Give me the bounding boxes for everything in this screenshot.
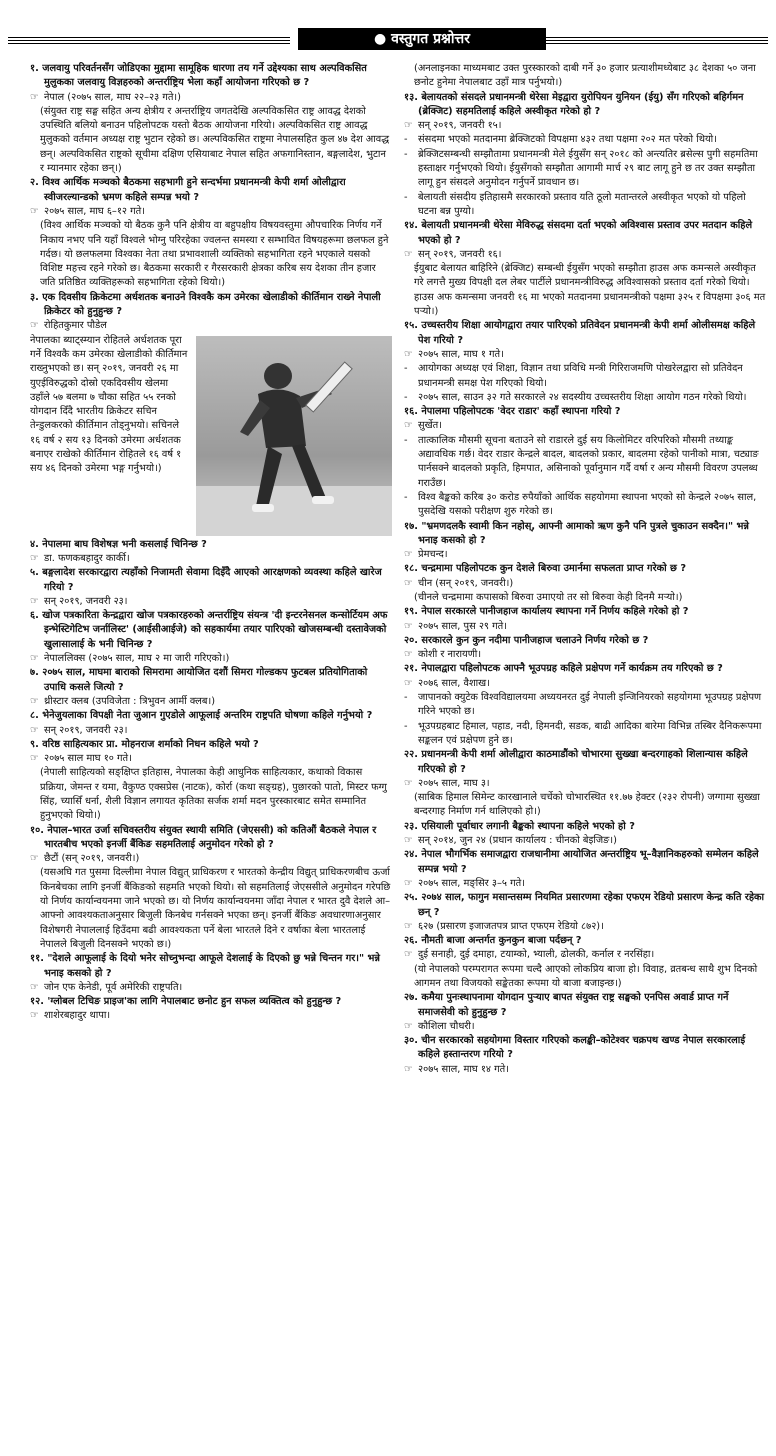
answer-line (30, 91, 392, 105)
answer-text: २०७५ साल माघ १० गते। (44, 753, 132, 765)
question-text: १९. नेपाल सरकारले पानीजहाज कार्यालय स्थापना गर्ने निर्णय कहिले गरेको हो ? (404, 606, 689, 618)
bullet-text: ब्रेक्जिटसम्बन्धी सम्झौतामा प्रधानमन्त्री मेले ईयुसँग सन् २०१८ को अन्त्यतिर ब्रसेल्स पुगी सहमतिमा हस्ताक्षर गर्नुभएको थियो। ईयुसँगको सम्झौता आगामी मार्च २९ बाट लागू हुने छ तर उक्त सम्झौता लागू हुन संसदले अनुमोदन गर्नुपर्ने प्रावधान छ। (418, 148, 758, 189)
question-text: २७. कमैया पुनःस्थापनामा योगदान पुऱ्याए बापत संयुक्त राष्ट्र सङ्घको एनपिस अवार्ड प्राप्त गर्ने समाजसेवी को हुनुहुन्छ ? (404, 992, 729, 1018)
note-text: (यसअघि गत पुसमा दिल्लीमा नेपाल विद्युत् प्राधिकरण र भारतको केन्द्रीय विद्युत् प्राधिकरणबीच ऊर्जा किनबेचका लागि इनर्जी बैंकिङको सहमति भएको थियो। सो सहमतिलाई जेएससीले अनुमोदन गरेपछि यो निर्णय कार्यान्वयनमा जाने भएको छ। यो निर्णय कार्यान्वयनमा जाँदा नेपाल र भारत दुवै देशले आ–आफ्नो आवश्यकताअनुसार बिजुली किनबेच गर्नसक्ने भएका छन्। इनर्जी बैंकिङ अवधारणाअनुसार विशेषगरी नेपाललाई हिउँदमा बढी आवश्यकता पर्ने बेला भारतले दिने र वर्षाका बेला भारतलाई नेपालले बिजुली दिनसक्ने भएको छ।) (40, 867, 391, 950)
bullet-text: तात्कालिक मौसमी सूचना बताउने सो राडारले दुई सय किलोमिटर वरिपरिको मौसमी तथ्याङ्क अद्यावधिक गर्छ। वेदर राडार केन्द्रले बादल, बादलको प्रकार, बादलमा रहेको पानीको मात्रा, चट्याङ पार्नसक्ने बादलको प्रकृति, हिमपात, असिनाको पूर्वानुमान गर्दै वर्षा र अन्य मौसमी विवरण उपलब्ध गराउँछ। (418, 434, 759, 489)
pointing-hand-icon: ☞ (30, 724, 39, 736)
question-text: ११. "देशले आफूलाई के दियो भनेर सोच्नुभन्दा आफूले देशलाई के दिएको छु भन्ने चिन्तन गर।" भन्ने भनाइ कसको हो ? (30, 953, 380, 979)
answer-text: सन् २०१९, जनवरी १५। (418, 120, 502, 132)
question-text: २२. प्रधानमन्त्री केपी शर्मा ओलीद्वारा काठमाडौंको चोभारमा सुख्खा बन्दरगाहको शिलान्यास कहिले गरिएको हो ? (404, 749, 748, 775)
answer-line (30, 752, 392, 766)
bullet-text: जापानको क्युटेक विश्वविद्यालयमा अध्ययनरत दुई नेपाली इन्जिनियरको सहयोगमा भूउपग्रह प्रक्षेपण गरिने भएको छ। (418, 692, 762, 718)
answer-line (30, 319, 392, 333)
question-text: १०. नेपाल–भारत उर्जा सचिवस्तरीय संयुक्त स्थायी समिति (जेएससी) को कतिऔं बैठकले नेपाल र भारतबीच भएको इनर्जी बैंकिङ सहमतिलाई अनुमोदन गरेको हो ? (30, 824, 377, 850)
answer-line (404, 648, 766, 662)
bullet-item (404, 191, 766, 220)
section-title: ● वस्तुगत प्रश्नोत्तर (298, 28, 546, 50)
answer-text: २०७५ साल, माघ १४ गते। (418, 1063, 509, 1075)
bullet-item (404, 491, 766, 520)
answer-text: दुई सनाही, दुई दमाहा, टयाम्को, भ्याली, ढोलकी, कर्नाल र नरसिंहा। (418, 949, 655, 961)
question-text: २६. नौमती बाजा अन्तर्गत कुनकुन बाजा पर्दछन् ? (404, 935, 582, 947)
pointing-hand-icon: ☞ (30, 91, 39, 103)
bullet-item (404, 434, 766, 491)
pointing-hand-icon: ☞ (404, 120, 413, 132)
question-text: १४. बेलायती प्रधानमन्त्री थेरेसा मेविरुद्ध संसदमा दर्ता भएको अविश्वास प्रस्ताव उपर मतदान कहिले भएको हो ? (404, 220, 753, 246)
bullet-item (404, 148, 766, 191)
pointing-hand-icon: ☞ (404, 649, 413, 661)
answer-line (404, 419, 766, 433)
question-text: ५. बङ्गलादेश सरकारद्वारा त्यहाँको निजामती सेवामा दिइँदै आएको आरक्षणको व्यवस्था कहिले खारेज गरियो ? (30, 567, 382, 593)
bullet-item (404, 133, 766, 147)
answer-line (30, 724, 392, 738)
answer-line (404, 548, 766, 562)
bullet-item (404, 391, 766, 405)
dash-marker: - (404, 148, 408, 160)
answer-text: कोशी र नारायणी। (418, 649, 482, 661)
pointing-hand-icon: ☞ (404, 549, 413, 561)
question-text: ९. वरिष्ठ साहित्यकार प्रा. मोहनराज शर्माको निधन कहिले भयो ? (30, 738, 259, 750)
bullet-text: भूउपग्रहबाट हिमाल, पहाड, नदी, हिमनदी, सडक, बाढी आदिका बारेमा विभिन्न तस्बिर दैनिकरूपमा सङ्कलन एवं प्रक्षेपण हुने छ। (418, 720, 762, 746)
answer-text: कौशिला चौधरी। (418, 1020, 475, 1032)
answer-text: २०७५ साल, माघ ६–१२ गते। (44, 205, 145, 217)
note-text: (नेपाली साहित्यको सङ्क्षिप्त इतिहास, नेपालका केही आधुनिक साहित्यकार, कथाको विकास प्रक्रिया, जेमन्त र यमा, वैकुण्ठ एक्सप्रेस (नाटक), कोर्रा (कथा सङ्ग्रह), पुछारको पातो, मिस्टर फग्गु सिंह, च्यासिँ धर्ना, शैली विज्ञान लगायत कृतिका सर्जक शर्मा मदन पुरस्कारबाट समेत सम्मानित हुनुभएको थियो।) (40, 767, 387, 822)
answer-line (30, 695, 392, 709)
answer-text: नेपाललिक्स (२०७५ साल, माघ २ मा जारी गरिएको।) (44, 653, 230, 665)
note-text: ईयुबाट बेलायत बाहिरिने (ब्रेक्जिट) सम्बन्धी ईयुसँग भएको सम्झौता हाउस अफ कमन्सले अस्वीकृत गरे लगत्तै मुख्य विपक्षी दल लेबर पार्टीले प्रधानमन्त्रीविरुद्ध अविश्वासको प्रस्ताव दर्ता गरेको थियो। हाउस अफ कमन्समा जनवरी १६ मा भएको मतदानमा प्रधानमन्त्रीको पक्षमा ३२५ र विपक्षमा ३०६ मत पर्‍यो।) (414, 263, 766, 318)
answer-text: सन् २०१९, जनवरी १६। (418, 248, 502, 260)
pointing-hand-icon: ☞ (404, 949, 413, 961)
bullet-item (404, 691, 766, 720)
answer-line (404, 348, 766, 362)
section-header (8, 28, 768, 50)
answer-text: २०७५ साल, मङ्सिर ३–५ गते। (418, 877, 525, 889)
left-column (30, 62, 392, 1024)
note-text: (चीनले चन्द्रमामा कपासको बिरुवा उमाएयो तर सो बिरुवा केही दिनमै मर्‍यो।) (414, 591, 683, 603)
pointing-hand-icon: ☞ (404, 577, 413, 589)
pointing-hand-icon: ☞ (404, 248, 413, 260)
question-text: ६. खोज पत्रकारिता केन्द्रद्वारा खोज पत्रकारहरुको अन्तर्राष्ट्रिय संयन्त्र 'दी इन्टरनेसनल कन्सोर्टियम अफ इन्भेस्टिगेटिभ जर्नालिस्ट' (आईसीआईजे) को सहकार्यमा तयार पारिएको खोजसम्बन्धी दस्तावेजको खुलासालाई के भनी चिनिन्छ ? (30, 610, 388, 650)
answer-text: २०७५ साल, पुस २९ गते। (418, 620, 507, 632)
cricketer-photo (196, 336, 392, 536)
question-text: २. विश्व आर्थिक मञ्चको बैठकमा सहभागी हुने सन्दर्भमा प्रधानमन्त्री केपी शर्मा ओलीद्वारा स्वीजरल्यान्डको भ्रमण कहिले सम्पन्न भयो ? (30, 177, 346, 203)
answer-text: सन् २०१९, जनवरी २३। (44, 595, 128, 607)
answer-line (30, 205, 392, 219)
dash-marker: - (404, 720, 408, 732)
answer-line (404, 119, 766, 133)
pointing-hand-icon: ☞ (30, 981, 39, 993)
dash-marker: - (404, 434, 408, 446)
pointing-hand-icon: ☞ (404, 920, 413, 932)
question-text: १६. नेपालमा पहिलोपटक 'वेदर राडार' कहाँ स्थापना गरियो ? (404, 406, 621, 418)
pointing-hand-icon: ☞ (30, 653, 39, 665)
pointing-hand-icon: ☞ (404, 420, 413, 432)
answer-line (404, 777, 766, 791)
question-text: ८. भेनेजुयलाका विपक्षी नेता जुआन गुएडोले आफूलाई अन्तरिम राष्ट्रपति घोषणा कहिले गर्नुभयो ? (30, 710, 373, 722)
note-text: नेपालका ब्याट्स्म्यान रोहितले अर्धशतक पूरा गर्ने विश्वकै कम उमेरका खेलाडीको कीर्तिमान राख्नुभएको छ। सन् २०१९, जनवरी २६ मा युएईविरुद्धको दोस्रो एकदिवसीय खेलमा उहाँले ५७ बलमा ७ चौका सहित ५५ रनको योगदान दिँदै भारतीय क्रिकेटर सचिन तेन्डुलकरको कीर्तिमान तोड्नुभयो। सचिनले १६ वर्ष २ सय १३ दिनको उमेरमा अर्धशतक बनाएर राखेको कीर्तिमान रोहितले १६ वर्ष १ सय ४६ दिनको उमेरमा भङ्ग गर्नुभयो।) (30, 334, 188, 475)
answer-line (30, 552, 392, 566)
question-text: ३. एक दिवसीय क्रिकेटमा अर्धशतक बनाउने विश्वकै कम उमेरका खेलाडीको कीर्तिमान राख्ने नेपाली क्रिकेटर को हुनुहुन्छ ? (30, 291, 381, 318)
header-hatch-left (8, 35, 290, 44)
pointing-hand-icon: ☞ (30, 753, 39, 765)
pointing-hand-icon: ☞ (30, 1010, 39, 1022)
answer-text: प्रेमचन्द। (418, 549, 448, 561)
note-text: (साबिक हिमाल सिमेन्ट कारखानाले चर्चेको चोभारस्थित ११.७७ हेक्टर (२३२ रोपनी) जग्गामा सुख्खा बन्दरगाह निर्माण गर्न थालिएको हो।) (414, 792, 760, 818)
dash-marker: - (404, 491, 408, 503)
pointing-hand-icon: ☞ (30, 552, 39, 564)
pointing-hand-icon: ☞ (30, 853, 39, 865)
dash-marker: - (404, 692, 408, 704)
bullet-item (404, 362, 766, 391)
answer-text: थ्रीस्टार क्लब (उपविजेता : त्रिभुवन आर्मी क्लब।) (44, 695, 216, 707)
answer-line (30, 981, 392, 995)
question-text: १३. बेलायतको संसदले प्रधानमन्त्री थेरेसा मेइद्वारा युरोपियन युनियन (ईयु) सँग गरिएको बहिर्गमन (ब्रेक्जिट) सहमतिलाई कहिले अस्वीकृत गरेको हो ? (404, 91, 744, 117)
dash-marker: - (404, 134, 408, 146)
answer-line (30, 1009, 392, 1023)
answer-text: सुर्खेत। (418, 420, 442, 432)
dash-marker: - (404, 391, 408, 403)
answer-text: २०७६ साल, वैशाख। (418, 677, 490, 689)
answer-line (404, 1063, 766, 1077)
dash-marker: - (404, 191, 408, 203)
answer-line (404, 877, 766, 891)
pointing-hand-icon: ☞ (404, 348, 413, 360)
pointing-hand-icon: ☞ (404, 877, 413, 889)
question-text: २१. नेपालद्वारा पहिलोपटक आफ्नै भूउपग्रह कहिले प्रक्षेपण गर्ने कार्यक्रम तय गरिएको छ ? (404, 663, 723, 675)
note-text: (विश्व आर्थिक मञ्चको यो बैठक कुनै पनि क्षेत्रीय वा बहुपक्षीय विषयवस्तुमा औपचारिक निर्णय गर्ने निकाय नभए पनि यहाँ विश्वले भोग्नु परिरहेका ज्वलन्त समस्या र सम्भावित विषयहरूमा छलफल हुने गर्दछ। यो छलफलमा विश्वका नेता तथा प्रभावशाली व्यक्तिको सहभागिता रहने भएकाले यसको विशिष्ट महत्त्व रहने गरेको छ। बैठकमा सरकारी र गैरसरकारी क्षेत्रका करिब सय देशका तीन हजार जति प्रतिष्ठित व्यक्तिहरूको सहभागिता रहेको थियो।) (40, 220, 389, 289)
question-text: २५. २०७४ साल, फागुन मसान्तसम्म नियमित प्रसारणमा रहेका एफएम रेडियो प्रसारण केन्द्र कति रहेका छन् ? (404, 892, 765, 918)
answer-line (30, 852, 392, 866)
question-text: १७. "भ्रमणदलकै स्वामी किन नहोस्, आफ्नी आमाको ऋण कुनै पनि पुत्रले चुकाउन सक्दैन।" भन्ने भनाइ कसको हो ? (404, 520, 749, 546)
question-text: २३. एसियाली पूर्वाधार लगानी बैङ्कको स्थापना कहिले भएको हो ? (404, 820, 635, 832)
bullet-text: आयोगका अध्यक्ष एवं शिक्षा, विज्ञान तथा प्रविधि मन्त्री गिरिराजमणि पोखरेलद्वारा सो प्रतिवेदन प्रधानमन्त्री समक्ष पेश गरिएको थियो। (418, 363, 743, 389)
bullet-item (404, 720, 766, 749)
bullet-text: बेलायती संसदीय इतिहासमै सरकारको प्रस्ताव यति ठूलो मतान्तरले अस्वीकृत भएको यो पहिलो घटना बन्न पुग्यो। (418, 191, 746, 217)
pointing-hand-icon: ☞ (404, 620, 413, 632)
answer-line (404, 248, 766, 262)
question-text: ३०. चीन सरकारको सहयोगमा विस्तार गरिएको कलङ्की–कोटेश्वर चक्रपथ खण्ड नेपाल सरकारलाई कहिले हस्तान्तरण गरियो ? (404, 1035, 746, 1061)
right-column (404, 62, 766, 1077)
note-text: (यो नेपालको परम्परागत रूपमा चल्दै आएको लोकप्रिय बाजा हो। विवाह, व्रतबन्ध साथै शुभ दिनको आगमन तथा विजयको सङ्केतका रूपमा यो बाजा बजाइन्छ।) (414, 963, 758, 989)
pointing-hand-icon: ☞ (404, 677, 413, 689)
answer-text: शाशेरबहादुर थापा। (44, 1010, 111, 1022)
answer-line (404, 577, 766, 591)
header-hatch-right (540, 35, 768, 44)
question-text: १८. चन्द्रमामा पहिलोपटक कुन देशले बिरुवा उमार्नमा सफलता प्राप्त गरेको छ ? (404, 563, 687, 575)
bullet-text: २०७५ साल, साउन ३२ गते सरकारले २४ सदस्यीय उच्चस्तरीय शिक्षा आयोग गठन गरेको थियो। (418, 391, 747, 403)
question-text: ७. २०७५ साल, माघमा बाराको सिमरामा आयोजित दशौं सिमरा गोल्डकप फुटबल प्रतियोगिताको उपाधि कसले जित्यो ? (30, 667, 368, 693)
pointing-hand-icon: ☞ (404, 835, 413, 847)
dash-marker: - (404, 363, 408, 375)
answer-text: नेपाल (२०७५ साल, माघ २२–२३ गते।) (44, 91, 181, 103)
pointing-hand-icon: ☞ (404, 1020, 413, 1032)
question-text: १२. 'ग्लोबल टिचिङ प्राइज'का लागि नेपालबाट छनोट हुन सफल व्यक्तित्व को हुनुहुन्छ ? (30, 996, 342, 1008)
bullet-text: विश्व बैङ्कको करिब ३० करोड रुपैयाँको आर्थिक सहयोगमा स्थापना भएको सो केन्द्रले २०७५ साल, पुसदेखि यसको परीक्षण शुरु गरेको छ। (418, 491, 757, 518)
answer-text: २०७५ साल, माघ १ गते। (418, 348, 504, 360)
question-text: २४. नेपाल भौगर्भिक समाजद्वारा राजधानीमा आयोजित अन्तर्राष्ट्रिय भू–वैज्ञानिकहरुको सम्मेलन कहिले सम्पन्न भयो ? (404, 849, 759, 875)
photo-text-wrap (30, 334, 392, 538)
answer-line (404, 677, 766, 691)
pointing-hand-icon: ☞ (30, 695, 39, 707)
question-text: १. जलवायु परिवर्तनसँग जोडिएका मुद्दामा सामूहिक धारणा तय गर्ने उद्देश्यका साथ अल्पविकसित मुलुकका जलवायु विज्ञहरुको अन्तर्राष्ट्रिय भेला कहाँ आयोजना गरिएको छ ? (30, 63, 367, 89)
answer-text: जोन एफ केनेडी, पूर्व अमेरिकी राष्ट्रपति। (44, 981, 183, 993)
answer-text: चीन (सन् २०१९, जनवरी।) (418, 577, 514, 589)
answer-text: ६२७ (प्रसारण इजाजतपत्र प्राप्त एफएम रेडियो ८७२)। (418, 920, 604, 932)
note-text: (संयुक्त राष्ट्र सङ्घ सहित अन्य क्षेत्रीय र अन्तर्राष्ट्रिय जगतदेखि अल्पविकसित राष्ट्र आवद्ध देशको उपस्थिति बलियो बनाउन पहिलोपटक यस्तो बैठक आयोजना गरियो। अल्पविकसित राष्ट्र आवद्ध मुलुकको वर्तमान अध्यक्ष राष्ट्र भुटान रहेको छ। अल्पविकसित राष्ट्रमा नेपालसहित कुल ४७ देश आवद्ध छन्। अल्पविकसित राष्ट्रको सूचीमा दक्षिण एसियाबाट नेपाल सहित अफगानिस्तान, बङ्गलादेश, भुटान र म्यानमार रहेका छन्।) (40, 105, 390, 175)
answer-line (30, 652, 392, 666)
pointing-hand-icon: ☞ (404, 1063, 413, 1075)
answer-line (404, 620, 766, 634)
answer-text: सन् २०१४, जुन २४ (प्रधान कार्यालय : चीनको बेइजिङ।) (418, 835, 617, 847)
question-text: १५. उच्चस्तरीय शिक्षा आयोगद्वारा तयार पारिएको प्रतिवेदन प्रधानमन्त्री केपी शर्मा ओलीसमक्ष कहिले पेश गरियो ? (404, 320, 756, 346)
answer-text: छैटौं (सन् २०१९, जनवरी।) (44, 853, 140, 865)
answer-text: सन् २०१९, जनवरी २३। (44, 724, 128, 736)
answer-line (30, 595, 392, 609)
question-text: २०. सरकारले कुन कुन नदीमा पानीजहाज चलाउने निर्णय गरेको छ ? (404, 634, 649, 646)
question-text: ४. नेपालमा बाघ विशेषज्ञ भनी कसलाई चिनिन्छ ? (30, 538, 207, 550)
answer-line (404, 834, 766, 848)
pointing-hand-icon: ☞ (30, 205, 39, 217)
answer-text: २०७५ साल, माघ ३। (418, 777, 490, 789)
answer-text: रोहितकुमार पौडेल (44, 320, 107, 332)
note-text: (अनलाइनका माध्यमबाट उक्त पुरस्कारको दाबी गर्ने ३० हजार प्रत्याशीमध्येबाट ३८ देशका ५० जना छनोट हुनेमा नेपालबाट उहाँ मात्र पर्नुभयो।) (414, 63, 756, 89)
answer-line (404, 920, 766, 934)
answer-line (404, 948, 766, 962)
answer-text: डा. फणकबहादुर कार्की। (44, 552, 130, 564)
pointing-hand-icon: ☞ (404, 777, 413, 789)
pointing-hand-icon: ☞ (30, 595, 39, 607)
pointing-hand-icon: ☞ (30, 320, 39, 332)
bullet-text: संसदमा भएको मतदानमा ब्रेक्जिटको विपक्षमा ४३२ तथा पक्षमा २०२ मत परेको थियो। (418, 134, 717, 146)
answer-line (404, 1020, 766, 1034)
